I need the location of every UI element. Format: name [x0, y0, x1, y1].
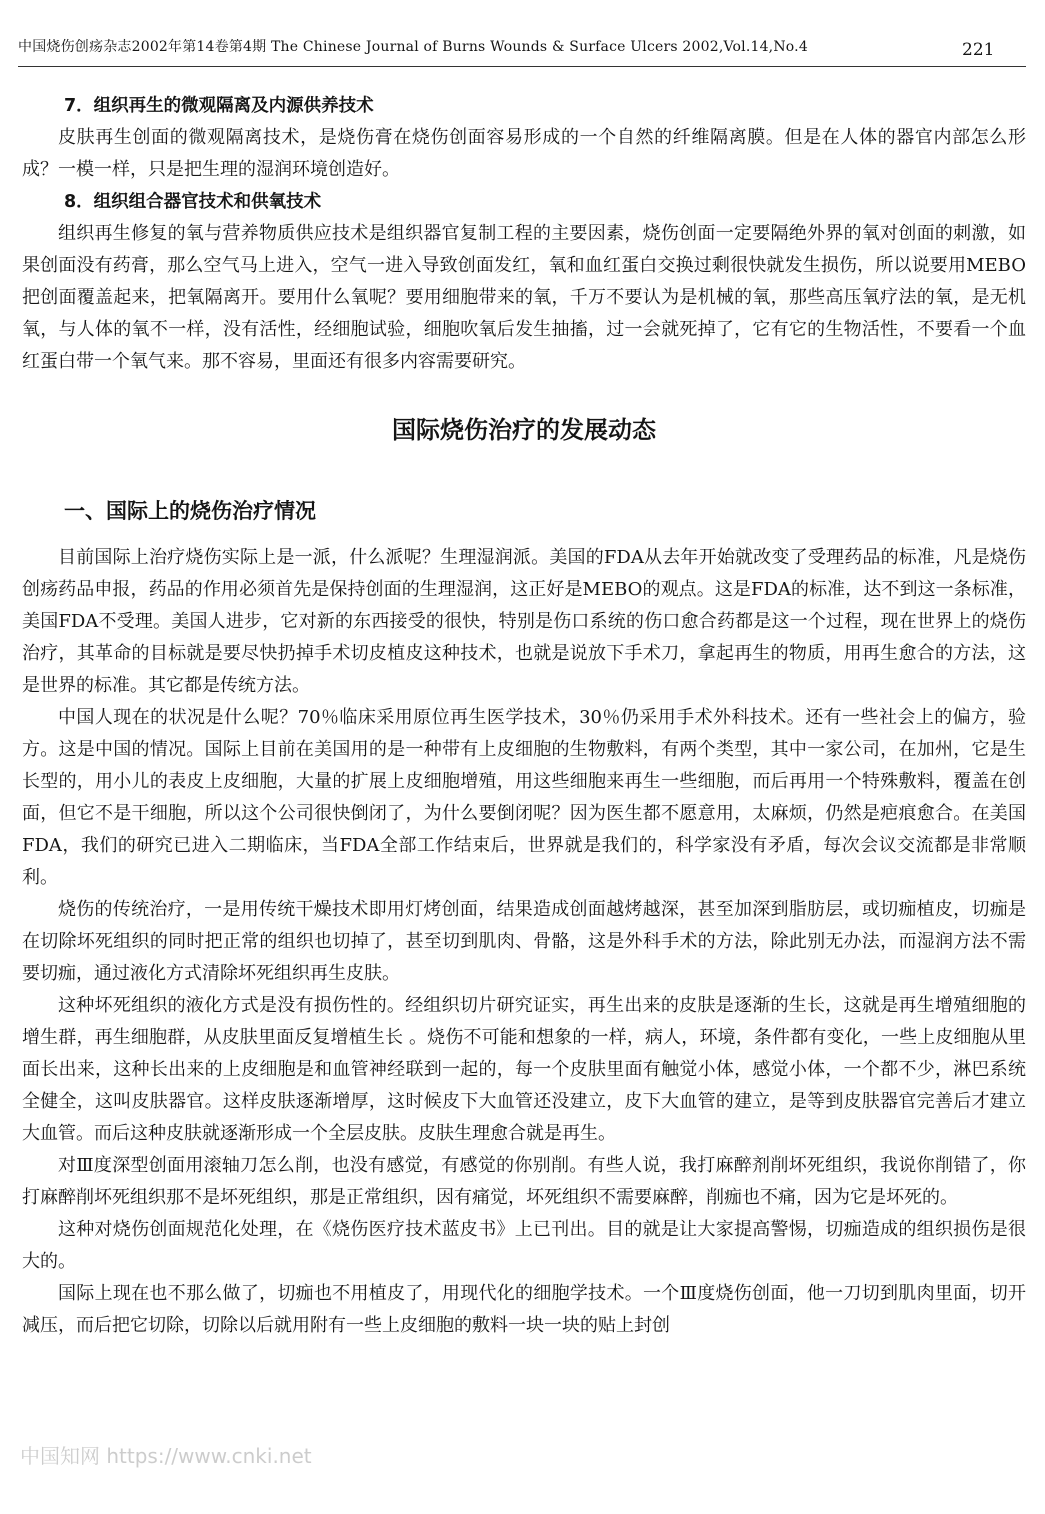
- paragraph: 中国人现在的状况是什么呢？70％临床采用原位再生医学技术，30％仍采用手术外科技术。还有一些社会上的偏方，验方。这是中国的情况。国际上目前在美国用的是一种带有上皮细胞的生物敷料，有两个类型，其中一家公司，在加州，它是生长型的，用小儿的表皮上皮细胞，大量的扩展上皮细胞增殖，用这些细胞来再生一些细胞，而后再用一个特殊敷料，覆盖在创面，但它不是干细胞，所以这个公司很快倒闭了，为什么要倒闭呢？因为医生都不愿意用，太麻烦，仍然是疤痕愈合。在美国FDA，我们的研究已进入二期临床，当FDA全部工作结束后，世界就是我们的，科学家没有矛盾，每次会议交流都是非常顺利。: [22, 707, 1026, 888]
- header-rule: [18, 66, 1026, 67]
- page-content: [22, 90, 1026, 1342]
- paragraph: 组织再生修复的氧与营养物质供应技术是组织器官复制工程的主要因素，烧伤创面一定要隔绝外界的氧对创面的刺激，如果创面没有药膏，那么空气马上进入，空气一进入导致创面发红，氧和血红蛋白交换过剩很快就发生损伤，所以说要用MEBO把创面覆盖起来，把氧隔离开。要用什么氧呢？要用细胞带来的氧，千万不要认为是机械的氧，那些高压氧疗法的氧，是无机氧，与人体的氧不一样，没有活性，经细胞试验，细胞吹氧后发生抽搐，过一会就死掉了，它有它的生物活性，不要看一个血红蛋白带一个氧气来。那不容易，里面还有很多内容需要研究。: [22, 223, 1026, 372]
- paragraph: 对Ⅲ度深型创面用滚轴刀怎么削，也没有感觉，有感觉的你别削。有些人说，我打麻醉剂削坏死组织，我说你削错了，你打麻醉削坏死组织那不是坏死组织，那是正常组织，因有痛觉，坏死组织不需要麻醉，削痂也不痛，因为它是坏死的。: [22, 1155, 1026, 1208]
- article-title: 国际烧伤治疗的发展动态: [392, 416, 656, 444]
- running-header: 中国烧伤创疡杂志2002年第14卷第4期 The Chinese Journal of Burns Wounds & Surface Ulcers 2002,Vol.14,No.4: [18, 39, 808, 55]
- section-8-heading: 8．组织组合器官技术和供氧技术: [64, 192, 322, 212]
- paragraph: 烧伤的传统治疗，一是用传统干燥技术即用灯烤创面，结果造成创面越烤越深，甚至加深到脂肪层，或切痂植皮，切痂是在切除坏死组织的同时把正常的组织也切掉了，甚至切到肌肉、骨骼，这是外科手术的方法，除此别无办法，而湿润方法不需要切痂，通过液化方式清除坏死组织再生皮肤。: [22, 899, 1026, 984]
- paragraph: 这种对烧伤创面规范化处理，在《烧伤医疗技术蓝皮书》上已刊出。目的就是让大家提高警惕，切痂造成的组织损伤是很大的。: [22, 1219, 1026, 1272]
- paragraph: 皮肤再生创面的微观隔离技术，是烧伤膏在烧伤创面容易形成的一个自然的纤维隔离膜。但是在人体的器官内部怎么形成？一模一样，只是把生理的湿润环境创造好。: [22, 127, 1026, 180]
- cnki-watermark: 中国知网 https://www.cnki.net: [20, 1444, 312, 1468]
- paragraph: 这种坏死组织的液化方式是没有损伤性的。经组织切片研究证实，再生出来的皮肤是逐渐的生长，这就是再生增殖细胞的增生群，再生细胞群，从皮肤里面反复增植生长 。烧伤不可能和想象的一样，病人，环境，条件都有变化，一些上皮细胞从里面长出来，这种长出来的上皮细胞是和血管神经联到一起的，每一个皮肤里面有触觉小体，感觉小体，一个都不少，淋巴系统全健全，这叫皮肤器官。这样皮肤逐渐增厚，这时候皮下大血管还没建立，皮下大血管的建立，是等到皮肤器官完善后才建立大血管。而后这种皮肤就逐渐形成一个全层皮肤。皮肤生理愈合就是再生。: [22, 995, 1026, 1144]
- paragraph: 目前国际上治疗烧伤实际上是一派，什么派呢？生理湿润派。美国的FDA从去年开始就改变了受理药品的标准，凡是烧伤创疡药品申报，药品的作用必须首先是保持创面的生理湿润，这正好是MEBO的观点。这是FDA的标准，达不到这一条标准，美国FDA不受理。美国人进步，它对新的东西接受的很快，特别是伤口系统的伤口愈合药都是这一个过程，现在世界上的烧伤治疗，其革命的目标就是要尽快扔掉手术切皮植皮这种技术，也就是说放下手术刀，拿起再生的物质，用再生愈合的方法，这是世界的标准。其它都是传统方法。: [22, 547, 1026, 696]
- paragraph: 国际上现在也不那么做了，切痂也不用植皮了，用现代化的细胞学技术。一个Ⅲ度烧伤创面，他一刀切到肌肉里面，切开减压，而后把它切除，切除以后就用附有一些上皮细胞的敷料一块一块的贴上封创: [22, 1283, 1026, 1336]
- section-7-heading: 7．组织再生的微观隔离及内源供养技术: [64, 96, 374, 116]
- page-number: 221: [962, 40, 995, 60]
- section-heading: 一、国际上的烧伤治疗情况: [64, 499, 316, 523]
